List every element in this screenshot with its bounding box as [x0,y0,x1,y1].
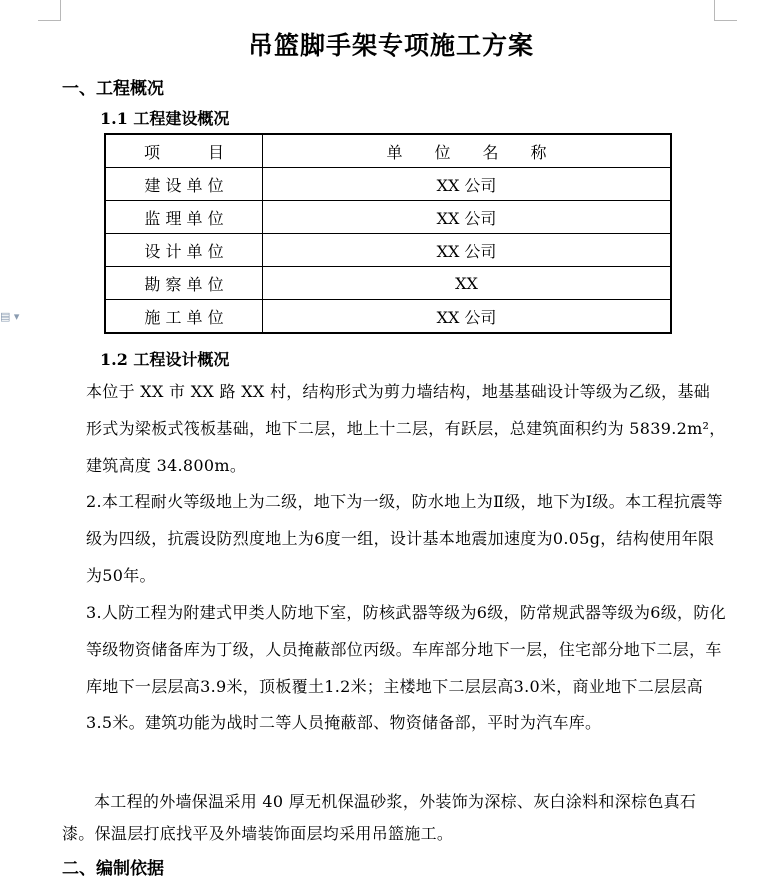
paragraph-civil-defense: 3.人防工程为附建式甲类人防地下室，防核武器等级为6级，防常规武器等级为6级，防化等级物资储备库为丁级，人员掩蔽部位丙级。车库部分地下一层，住宅部分地下二层，车库地下一层层高3.9米，顶板覆土1.2米；主楼地下二层层高3.0米，商业地下二层层高3.5米。建筑功能为战时二等人员掩蔽部、物资储备部，平时为汽车库。 [86,603,726,733]
paragraph-structure: 本位于 XX 市 XX 路 XX 村，结构形式为剪力墙结构，地基基础设计等级为乙级，基础形式为梁板式筏板基础，地下二层，地上十二层，有跃层，总建筑面积约为 5839.2m²，建筑高度 34.800m。 [86,382,726,475]
project-parties-table [104,133,672,334]
table-header-item: 项 目 [105,134,263,168]
table-cell-item: 监 理 单 位 [105,201,263,234]
subsection-heading-construction: 1.1 工程建设概况 [100,109,230,128]
document-title: 吊篮脚手架专项施工方案 [247,31,534,60]
table-cell-name: XX 公司 [263,234,672,267]
table-row [105,300,671,334]
page-corner-mark-left [38,0,61,21]
section-heading-overview: 一、工程概况 [62,79,164,99]
paragraph-fire-seismic: 2.本工程耐火等级地上为二级，地下为一级，防水地上为Ⅱ级，地下为Ⅰ级。本工程抗震等级为四级，抗震设防烈度地上为6度一组，设计基本地震加速度为0.05g，结构使用年限为50年。 [86,492,723,585]
paragraph-facade: 本工程的外墙保温采用 40 厚无机保温砂浆，外装饰为深棕、灰白涂料和深棕色真石漆。保温层打底找平及外墙装饰面层均采用吊篮施工。 [62,792,697,843]
section-heading-basis: 二、编制依据 [62,859,164,879]
table-row [105,234,671,267]
table-cell-item: 设 计 单 位 [105,234,263,267]
table-cell-item: 勘 察 单 位 [105,267,263,300]
subsection-heading-design: 1.2 工程设计概况 [100,350,230,369]
table-cell-name: XX 公司 [263,168,672,201]
table-header-name: 单 位 名 称 [263,134,672,168]
table-row [105,267,671,300]
table-cell-name: XX 公司 [263,300,672,334]
table-header-row [105,134,671,168]
table-cell-name: XX [263,267,672,300]
page-corner-mark-right [714,0,737,21]
table-row [105,201,671,234]
table-cell-name: XX 公司 [263,201,672,234]
paragraph-options-icon[interactable]: ▤ ▾ [0,310,20,323]
table-cell-item: 施 工 单 位 [105,300,263,334]
table-row [105,168,671,201]
table-cell-item: 建 设 单 位 [105,168,263,201]
